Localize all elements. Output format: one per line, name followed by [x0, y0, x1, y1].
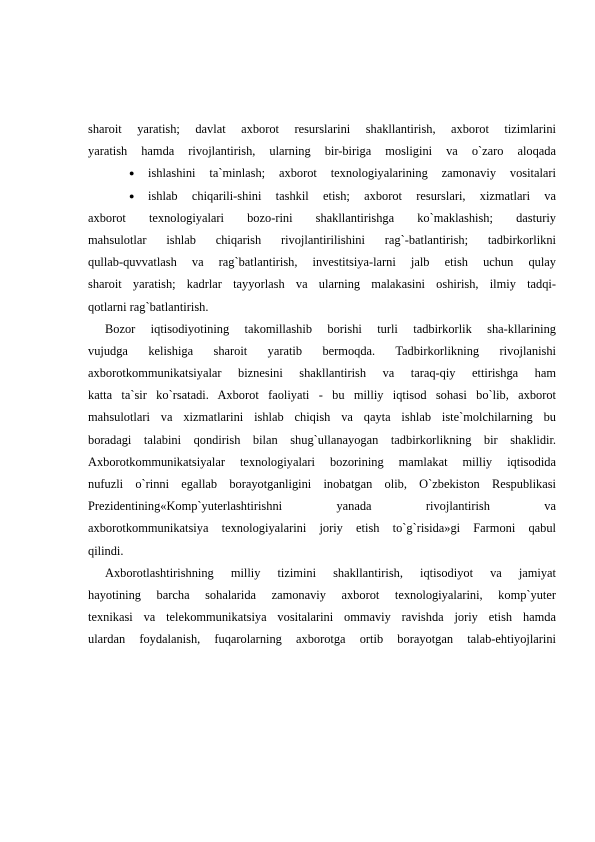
text-line: qilindi.: [88, 543, 124, 558]
text-line: sharoit yaratish; kadrlar tayyorlash va ularning malakasini oshirish, ilmiy tadqi-: [88, 277, 556, 292]
paragraph-start: Axborotlashtirishning milliy tizimini shakllantirish, iqtisodiyot va jamiyat: [105, 565, 556, 580]
bullet-icon: ●: [129, 168, 135, 179]
text-line: qotlarni rag`batlantirish.: [88, 299, 209, 314]
text-line: mahsulotlar ishlab chiqarish rivojlantirilishini rag`-batlantirish; tadbirkorlikni: [88, 232, 556, 247]
text-line: Axborotkommunikatsiyalar texnologiyalari bozorining mamlakat milliy iqtisodida: [88, 454, 556, 469]
bullet-text: ishlab chiqarili-shini tashkil etish; axborot resurslari, xizmatlari va: [148, 188, 556, 203]
text-line: ulardan foydalanish, fuqarolarning axborotga ortib borayotgan talab-ehtiyojlarini: [88, 632, 556, 647]
text-line: boradagi talabini qondirish bilan shug`ullanayogan tadbirkorlikning bir shaklidir.: [88, 432, 556, 447]
bullet-item: [88, 185, 556, 207]
text-line: axborotkommunikatsiyalar biznesini shakllantirish va taraq-qiy ettirishga ham: [88, 366, 556, 381]
text-line: axborot texnologiyalari bozo-rini shakllantirishga ko`maklashish; dasturiy: [88, 210, 556, 225]
bullet-icon: ●: [129, 190, 135, 201]
document-body: [88, 118, 556, 651]
text-line: sharoit yaratish; davlat axborot resurslarini shakllantirish, axborot tizimlarini: [88, 122, 556, 136]
text-line: axborotkommunikatsiya texnologiyalarini joriy etish to`g`risida»gi Farmoni qabul: [88, 521, 556, 536]
text-line: Prezidentining«Komp`yuterlashtirishni yanada rivojlantirish va: [88, 499, 556, 514]
bullet-item: [88, 162, 556, 184]
text-line: qullab-quvvatlash va rag`batlantirish, investitsiya-larni jalb etish uchun qulay: [88, 255, 556, 270]
text-line: katta ta`sir ko`rsatadi. Axborot faoliyati - bu milliy iqtisod sohasi bo`lib, axborot: [88, 388, 556, 403]
text-line: vujudga kelishiga sharoit yaratib bermoqda. Tadbirkorlikning rivojlanishi: [88, 343, 556, 358]
bullet-text: ishlashini ta`minlash; axborot texnologiyalarining zamonaviy vositalari: [148, 166, 556, 181]
paragraph-start: Bozor iqtisodiyotining takomillashib borishi turli tadbirkorlik sha-kllarining: [105, 321, 556, 336]
text-line: nufuzli o`rinni egallab borayotganligini inobatgan olib, O`zbekiston Respublikasi: [88, 477, 556, 491]
text-line: mahsulotlari va xizmatlarini ishlab chiqish va qayta ishlab iste`molchilarning bu: [88, 410, 556, 425]
text-line: hayotining barcha sohalarida zamonaviy axborot texnologiyalarini, komp`yuter: [88, 587, 556, 602]
text-line: yaratish hamda rivojlantirish, ularning bir-biriga mosligini va o`zaro aloqada: [88, 144, 556, 159]
text-line: texnikasi va telekommunikatsiya vositalarini ommaviy ravishda joriy etish hamda: [88, 610, 556, 625]
